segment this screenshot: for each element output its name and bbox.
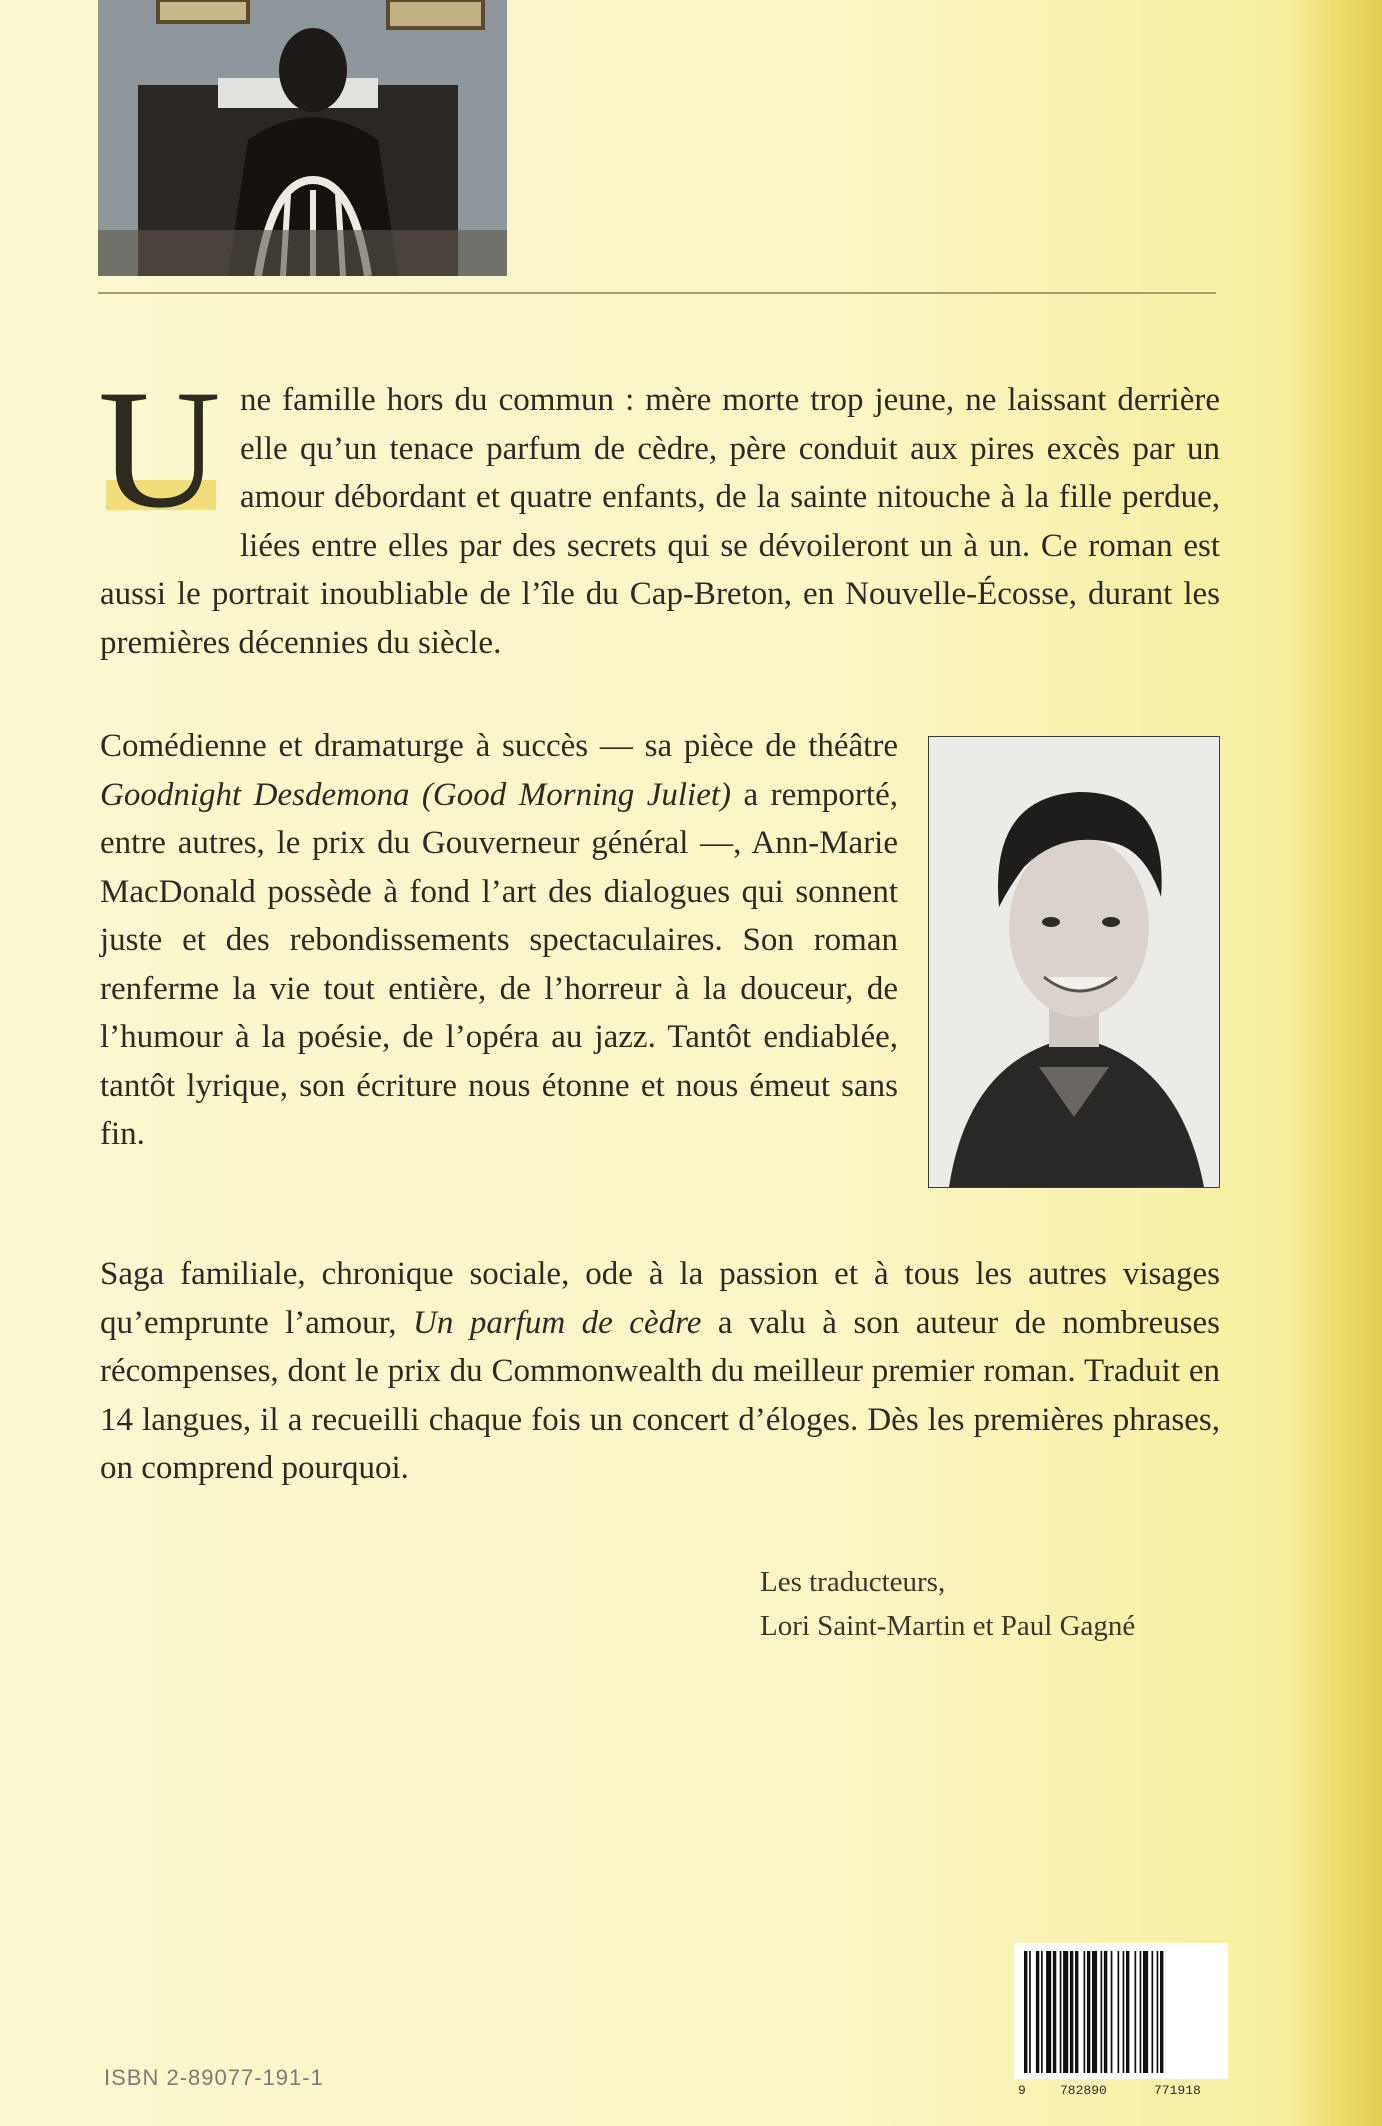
author-paragraph — [100, 722, 1220, 1198]
intro-text: ne famille hors du commun : mère morte trop jeune, ne laissant derrière elle qu’un tenace parfum de cèdre, père conduit aux pires excès par un amour débordant et quatre enfants, de la sainte nitouche à la fille perdue, liées entre elles par des secrets qui se dévoileront un à un. Ce roman est aussi le portrait inoubliable de l’île du Cap-Breton, en Nouvelle-Écosse, durant les premières décennies du siècle. — [100, 382, 1220, 661]
barcode-digits — [1014, 2079, 1228, 2109]
author-photo — [928, 736, 1220, 1188]
barcode-digits-right: 771918 — [1154, 2083, 1201, 2098]
isbn-number: ISBN 2-89077-191-1 — [104, 2065, 324, 2090]
drop-cap — [98, 355, 226, 543]
author-text-after: a remporté, entre autres, le prix du Gouverneur général —, Ann-Marie MacDonald possède à fond l’art des dialogues qui sonnent juste et des rebondissements spectaculaires. Son roman renferme la vie tout entière, de l’horreur à la douceur, de l’humour à la poésie, de l’opéra au jazz. Tantôt endiablée, tantôt lyrique, son écriture nous étonne et nous émeut sans fin. — [100, 776, 898, 1152]
signature-line-1: Les traducteurs, — [760, 1566, 946, 1598]
woman-at-piano-photo — [98, 0, 507, 276]
author-text-before: Comédienne et dramaturge à succès — sa pièce de théâtre — [100, 728, 898, 764]
drop-cap-letter: U — [98, 355, 221, 543]
horizontal-rule — [98, 292, 1216, 294]
intro-paragraph — [98, 355, 1220, 667]
praise-text-before: Saga familiale, chronique sociale, ode à la passion et à tous les autres visages qu’emprunte l’amour, — [100, 1256, 1220, 1341]
play-title: Goodnight Desdemona (Good Morning Juliet) — [100, 776, 732, 813]
barcode-digits-left: 782890 — [1060, 2083, 1107, 2098]
barcode-digit-lead: 9 — [1018, 2083, 1026, 2098]
author-portrait-photo — [929, 737, 1219, 1187]
signature-line-2: Lori Saint-Martin et Paul Gagné — [760, 1610, 1136, 1642]
barcode-bars-icon — [1014, 1943, 1228, 2079]
cover-photo — [98, 0, 507, 276]
barcode — [1014, 1943, 1228, 2098]
translators-signature — [760, 1560, 1230, 1648]
book-title: Un parfum de cèdre — [413, 1304, 702, 1341]
praise-paragraph — [100, 1250, 1220, 1493]
praise-text-after: a valu à son auteur de nombreuses récompenses, dont le prix du Commonwealth du meilleur premier roman. Traduit en 14 langues, il a recueilli chaque fois un concert d’éloges. Dès les premières phrases, on comprend pourquoi. — [100, 1304, 1220, 1486]
